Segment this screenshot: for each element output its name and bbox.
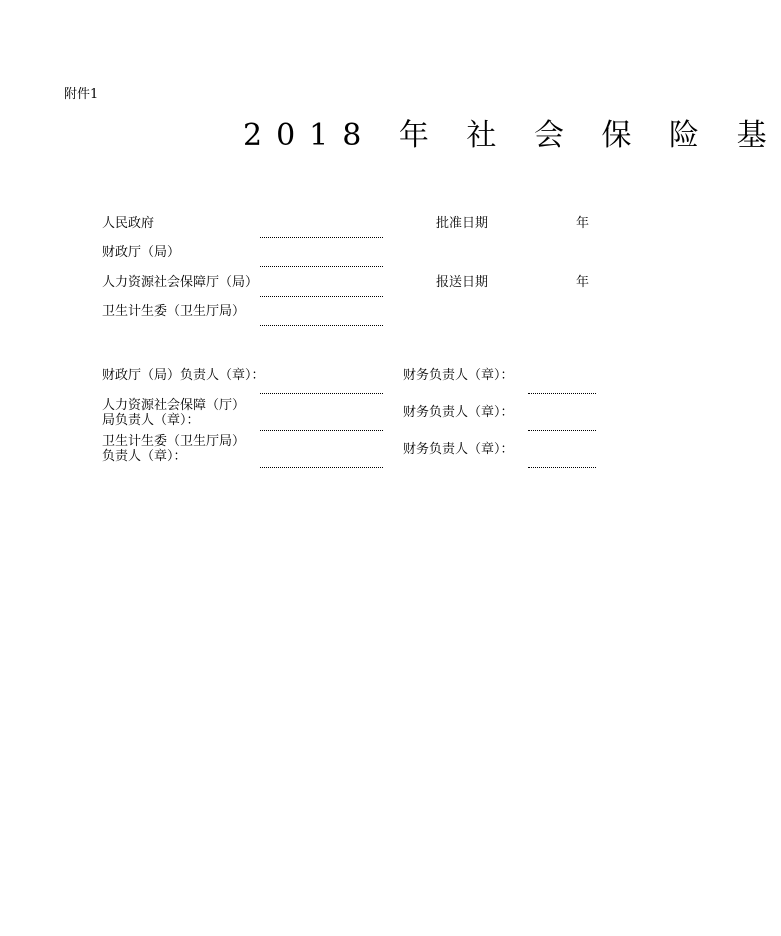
finance-officer-label-1: 财务负责人（章）： [403,368,514,383]
document-title: 2018 年 社 会 保 险 基 [243,118,781,153]
hr-dept-head-label-line1: 人力资源社会保障（厅） [102,398,246,413]
label-health-commission: 卫生计生委（卫生厅局） [102,304,246,319]
finance-dept-fill-line[interactable] [260,237,383,238]
health-dept-head-sign-line[interactable] [260,467,383,468]
attachment-label: 附件1 [64,87,99,102]
submission-year-label: 年 [576,275,590,290]
finance-dept-head-label: 财政厅（局）负责人（章）： [102,368,265,383]
label-finance-dept: 财政厅（局） [102,245,181,260]
finance-officer-label-2: 财务负责人（章）： [403,405,514,420]
hr-dept-head-label [102,398,245,428]
hr-dept-fill-line[interactable] [260,266,383,267]
label-people-government: 人民政府 [102,216,155,231]
submission-date-label: 报送日期 [436,275,489,290]
hr-dept-head-sign-line[interactable] [260,430,383,431]
finance-officer-sign-line-2[interactable] [528,430,596,431]
header-extra-fill-line[interactable] [260,325,383,326]
approval-date-label: 批准日期 [436,216,489,231]
approval-year-label: 年 [576,216,590,231]
finance-dept-head-sign-line[interactable] [260,393,383,394]
health-commission-fill-line[interactable] [260,296,383,297]
health-dept-head-label-line1: 卫生计生委（卫生厅局） [102,434,246,449]
finance-officer-sign-line-3[interactable] [528,467,596,468]
hr-dept-head-label-line2: 局负责人（章）： [102,413,200,428]
health-dept-head-label-line2: 负责人（章）： [102,449,187,464]
label-hr-social-security-dept: 人力资源社会保障厅（局） [102,275,259,290]
health-dept-head-label [102,434,245,464]
finance-officer-label-3: 财务负责人（章）： [403,442,514,457]
finance-officer-sign-line-1[interactable] [528,393,596,394]
